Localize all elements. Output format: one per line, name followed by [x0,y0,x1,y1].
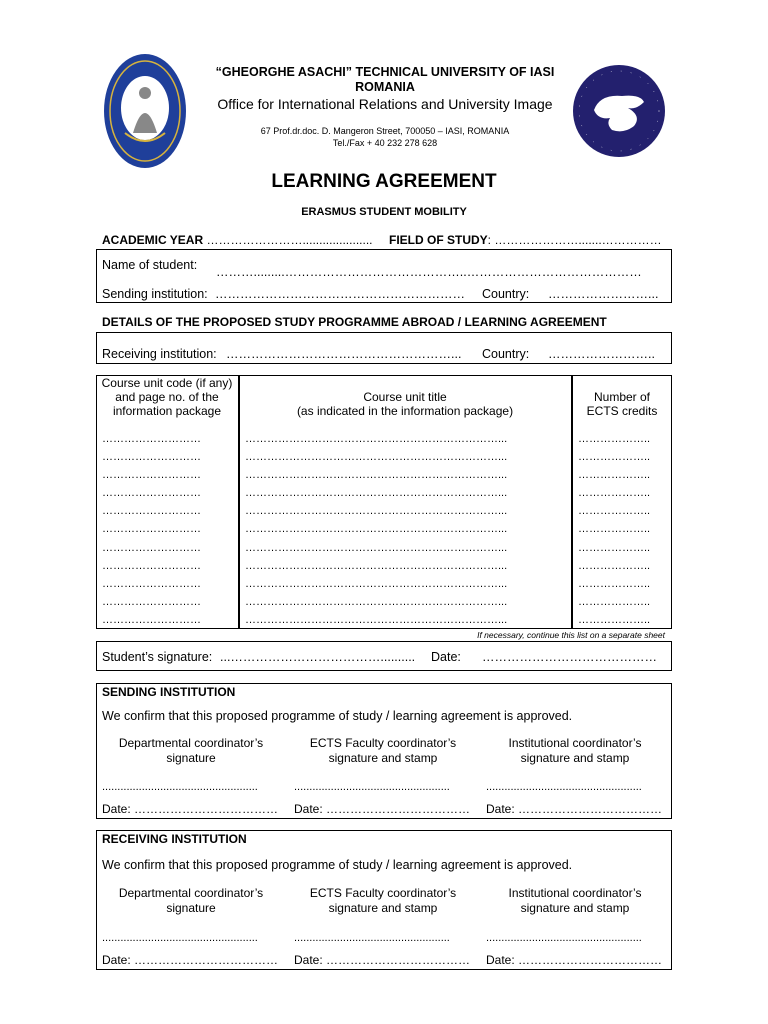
field-of-study-field[interactable]: : ………………….......…………… [487,233,662,247]
student-signature-label: Student’s signature: [102,650,213,664]
receiving-coord2-label: ECTS Faculty coordinator’s signature and stamp [309,886,457,915]
receiving-coord3-signature[interactable]: ................................................... [486,932,642,944]
sending-institution-field[interactable]: …………………………………………………… [215,287,465,301]
receiving-coord2-signature[interactable]: ................................................... [294,932,450,944]
field-of-study-line [389,233,662,247]
receiving-date-3[interactable]: Date: ……………………………… [486,953,663,967]
table-divider-2 [571,375,573,629]
table-divider-1 [238,375,240,629]
receiving-country-label: Country: [482,347,530,361]
sending-country-label: Country: [482,287,530,301]
sending-coord1-label: Departmental coordinator’s signature [118,736,264,765]
academic-year-label: ACADEMIC YEAR [102,233,204,247]
receiving-coord3-label: Institutional coordinator’s signature and stamp [508,886,642,915]
receiving-country-field[interactable]: …………………….. [548,347,655,361]
column-header-ects: Number of ECTS credits [586,390,658,418]
academic-year-field[interactable]: ……………………..................... [206,233,373,247]
sending-coord1-signature[interactable]: ................................................... [102,781,258,793]
field-of-study-label: FIELD OF STUDY [389,233,488,247]
sending-coord2-label: ECTS Faculty coordinator’s signature and stamp [309,736,457,765]
student-date-label: Date: [431,650,461,664]
academic-year-line [102,233,372,247]
erasmus-logo [572,64,666,158]
sending-institution-label: Sending institution: [102,287,208,301]
receiving-institution-field[interactable]: ………………………………………………... [226,347,462,361]
sending-country-field[interactable]: ……………………... [548,287,659,301]
student-date-field[interactable]: …………………………………… [482,650,657,664]
student-name-label: Name of student: [102,258,198,272]
continue-note: If necessary, continue this list on a separate sheet [477,630,665,640]
university-name: “GHEORGHE ASACHI” TECHNICAL UNIVERSITY OF IASI [215,65,555,79]
column-header-course-code: Course unit code (if any) and page no. of the information package [101,376,233,418]
receiving-date-1[interactable]: Date: ……………………………… [102,953,279,967]
course-code-fields[interactable]: ……………………… ……………………… ……………………… ……………………… ……………………… ……………………… ……………………… ……………………… ……………………… ……………………… ……………………… [102,433,201,626]
receiving-date-2[interactable]: Date: ……………………………… [294,953,471,967]
student-signature-field[interactable]: ...……………………………….......... [220,650,415,664]
column-header-course-title-2: (as indicated in the information package) [296,404,514,418]
sending-date-2[interactable]: Date: ……………………………… [294,802,471,816]
office-address: 67 Prof.dr.doc. D. Mangeron Street, 700050 – IASI, ROMANIA [260,126,510,136]
office-name: Office for International Relations and University Image [217,96,553,112]
receiving-coord1-signature[interactable]: ................................................... [102,932,258,944]
course-title-fields[interactable]: ……………………………………………………………... ……………………………………………………………... ……………………………………………………………... ……………………………………………………………... ……………………………………………………………... ……………………………………………………………... ……………………………………………………………... ……………………………………………………………... ……………………………………………………………... ……………………………………………………………... ……………………………………………………………... [245,433,508,626]
receiving-confirm-text: We confirm that this proposed programme of study / learning agreement is approved. [102,858,573,872]
student-name-field[interactable]: ……….........……………………………………..…………………………………… [216,265,642,279]
sending-coord2-signature[interactable]: ................................................... [294,781,450,793]
university-seal-logo [103,53,187,169]
receiving-institution-label: Receiving institution: [102,347,217,361]
document-subtitle: ERASMUS STUDENT MOBILITY [301,206,467,218]
receiving-heading: RECEIVING INSTITUTION [102,832,247,846]
sending-coord3-label: Institutional coordinator’s signature and stamp [508,736,642,765]
sending-confirm-text: We confirm that this proposed programme of study / learning agreement is approved. [102,709,573,723]
sending-date-3[interactable]: Date: ……………………………… [486,802,663,816]
ects-credit-fields[interactable]: ……………….. ……………….. ……………….. ……………….. ……………….. ……………….. ……………….. ……………….. ……………….. ……………….. ……………….. [578,433,651,626]
university-country: ROMANIA [355,80,415,94]
office-phone: Tel./Fax + 40 232 278 628 [332,138,438,148]
sending-date-1[interactable]: Date: ……………………………… [102,802,279,816]
details-heading: DETAILS OF THE PROPOSED STUDY PROGRAMME ABROAD / LEARNING AGREEMENT [102,315,607,329]
sending-coord3-signature[interactable]: ................................................... [486,781,642,793]
sending-heading: SENDING INSTITUTION [102,685,236,699]
document-title: LEARNING AGREEMENT [271,171,497,192]
column-header-course-title-1: Course unit title [363,390,447,404]
receiving-coord1-label: Departmental coordinator’s signature [118,886,264,915]
